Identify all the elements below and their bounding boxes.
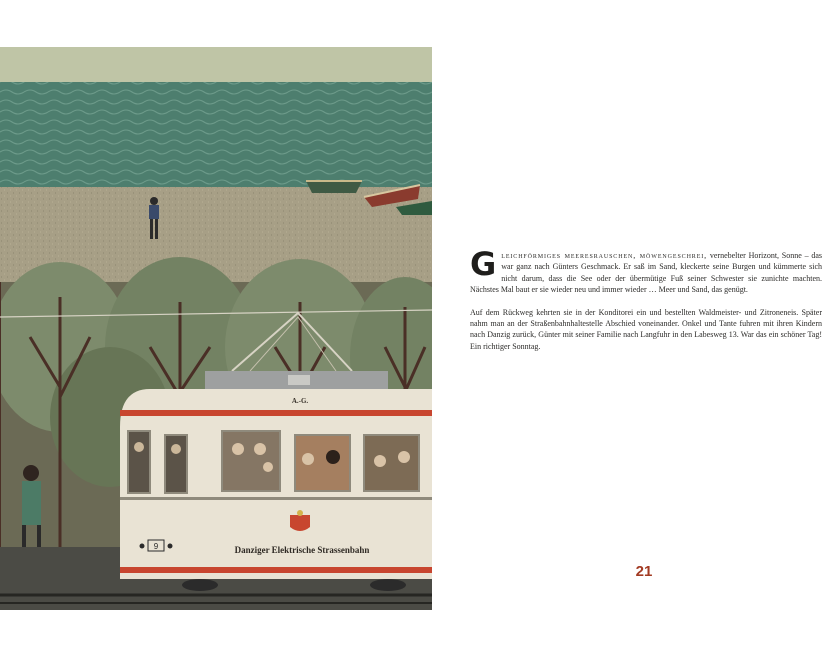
tram-side-text: Danziger Elektrische Strassenbahn [234, 545, 370, 555]
tram [120, 371, 432, 591]
paragraph-1 [470, 245, 823, 296]
tram-beach-illustration [0, 47, 432, 610]
paragraph-1-smallcaps: leichförmiges meeresrauschen, möwengeschrei, [501, 251, 708, 260]
page-number: 21 [635, 563, 653, 580]
sky [0, 47, 432, 87]
paragraph-1-text: vernebelter Horizont, Sonne – das war ganz nach Günters Geschmack. Er saß im Sand, kleckerte seine Burgen und kümmerte sich nicht darum, dass die See oder der übermütige Fuß seiner Schwester sie zunichte machten. Nächstes Mal baut er sie wieder neu und immer wieder … Meer und Sand, das genügt. [470, 251, 823, 295]
drop-cap: G [470, 245, 497, 283]
tram-number: 9 [153, 542, 159, 551]
tram-roof-text: A.-G. [291, 397, 309, 405]
paragraph-2: Auf dem Rückweg kehrten sie in der Konditorei ein und bestellten Waldmeister- und Zitroneneis. Später nahm man an der Straßenbahnhaltestelle Abschied voneinander. Onkel und Tante fuhren mit ihren Kindern nach Danzig zurück, Günter mit seiner Familie nach Langfuhr in den Labesweg 13. War das ein schöner Tag! Ein richtiger Sonntag. [470, 307, 822, 351]
story-text [470, 245, 823, 363]
